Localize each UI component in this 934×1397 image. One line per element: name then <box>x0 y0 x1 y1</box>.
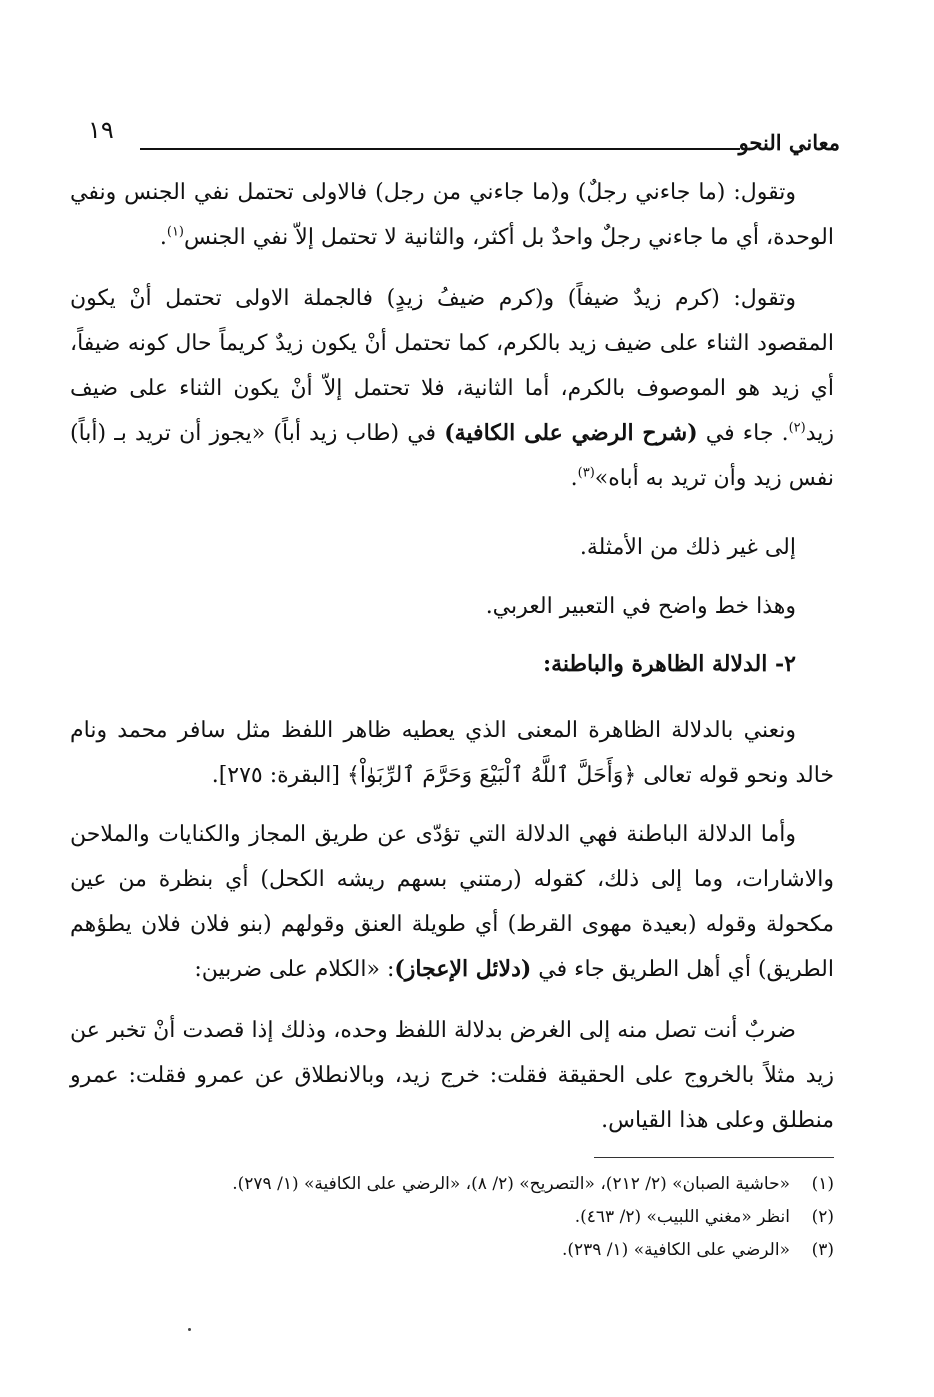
paragraph-tail: . <box>570 466 578 491</box>
footnote-separator <box>594 1157 834 1158</box>
scan-speck <box>188 1328 191 1331</box>
paragraph-text: وتقول: (ما جاءني رجلٌ) و(ما جاءني من رجل) فالاولى تحتمل نفي الجنس ونفي الوحدة، أي ما جاءني رجلٌ واحدٌ بل أكثر، والثانية لا تحتمل إلاّ نفي الجنس <box>70 180 834 250</box>
footnote-item <box>154 1234 834 1267</box>
paragraph-tail: . <box>159 225 167 250</box>
page-header <box>80 112 840 160</box>
footnote-item <box>154 1168 834 1201</box>
footnote-text: «حاشية الصبان» (٢/ ٢١٢)، «التصريح» (٢/ ٨)، «الرضي على الكافية» (١/ ٢٧٩). <box>232 1174 790 1194</box>
paragraph-6 <box>70 812 834 992</box>
cited-book-title: (دلائل الإعجاز) <box>394 956 532 982</box>
paragraph-text: وأما الدلالة الباطنة فهي الدلالة التي تؤدّى عن طريق المجاز والكنايات والملاحن والاشارات، وما إلى ذلك، كقوله (رمتني بسهم ريشه الكحل) أي بنظرة من عين مكحولة وقوله (بعيدة مهوى القرط) أي طويلة العنق وقولهم (بنو فلان فلان يطؤهم الطريق) أي أهل الطريق جاء في <box>70 822 834 982</box>
footnote-ref: (٣) <box>577 465 595 481</box>
cited-book-title: (شرح الرضي على الكافية) <box>444 420 698 446</box>
footnote-text: «الرضي على الكافية» (١/ ٢٣٩). <box>561 1240 790 1260</box>
paragraph-text: ضربٌ أنت تصل منه إلى الغرض بدلالة اللفظ وحده، وذلك إذا قصدت أنْ تخبر عن زيد مثلاً بالخروج على الحقيقة فقلت: خرج زيد، وبالانطلاق عن عمرو فقلت: عمرو منطلق وعلى هذا القياس. <box>70 1018 834 1133</box>
paragraph-text: في (طاب زيد أباً) «يجوز أن تريد بـ (أباً) نفس زيد وأن تريد به أباه» <box>70 421 834 491</box>
header-rule <box>140 148 740 150</box>
paragraph-text: . جاء في <box>697 421 789 446</box>
footnote-ref: (٢) <box>788 420 806 436</box>
paragraph-text: وهذا خط واضح في التعبير العربي. <box>485 594 796 619</box>
paragraph-text: : «الكلام على ضربين: <box>194 957 395 982</box>
paragraph-7 <box>70 1008 834 1143</box>
paragraph-3 <box>70 525 834 570</box>
section-heading-text: ٢- الدلالة الظاهرة والباطنة: <box>542 651 796 677</box>
page-number: ١٩ <box>88 116 114 144</box>
footnote-number: (١) <box>811 1174 834 1194</box>
running-title: معاني النحو <box>738 130 840 155</box>
footnotes <box>154 1168 834 1267</box>
paragraph-4 <box>70 584 834 629</box>
paragraph-2 <box>70 276 834 501</box>
section-heading <box>70 642 834 687</box>
footnote-item <box>154 1201 834 1234</box>
paragraph-1 <box>70 170 834 260</box>
footnote-ref: (١) <box>166 224 184 240</box>
paragraph-text: ونعني بالدلالة الظاهرة المعنى الذي يعطيه ظاهر اللفظ مثل سافر محمد ونام خالد ونحو قوله تعالى ﴿وَأَحَلَّ ٱللَّهُ ٱلْبَيْعَ وَحَرَّمَ ٱلرِّبَوٰاْ﴾ [البقرة: ٢٧٥]. <box>70 718 834 788</box>
footnote-text: انظر «مغني اللبيب» (٢/ ٤٦٣). <box>574 1207 790 1227</box>
footnote-number: (٢) <box>811 1207 834 1227</box>
footnote-number: (٣) <box>811 1240 834 1260</box>
paragraph-text: إلى غير ذلك من الأمثلة. <box>579 535 796 560</box>
paragraph-text: وتقول: (كرم زيدٌ ضيفاً) و(كرم ضيفُ زيدٍ) فالجملة الاولى تحتمل أنْ يكون المقصود الثناء على ضيف زيد بالكرم، كما تحتمل أنْ يكون زيدٌ كريماً حال كونه ضيفاً، أي زيد هو الموصوف بالكرم، أما الثانية، فلا تحتمل إلاّ أنْ يكون الثناء على ضيف زيد <box>70 286 835 446</box>
paragraph-5 <box>70 708 834 798</box>
